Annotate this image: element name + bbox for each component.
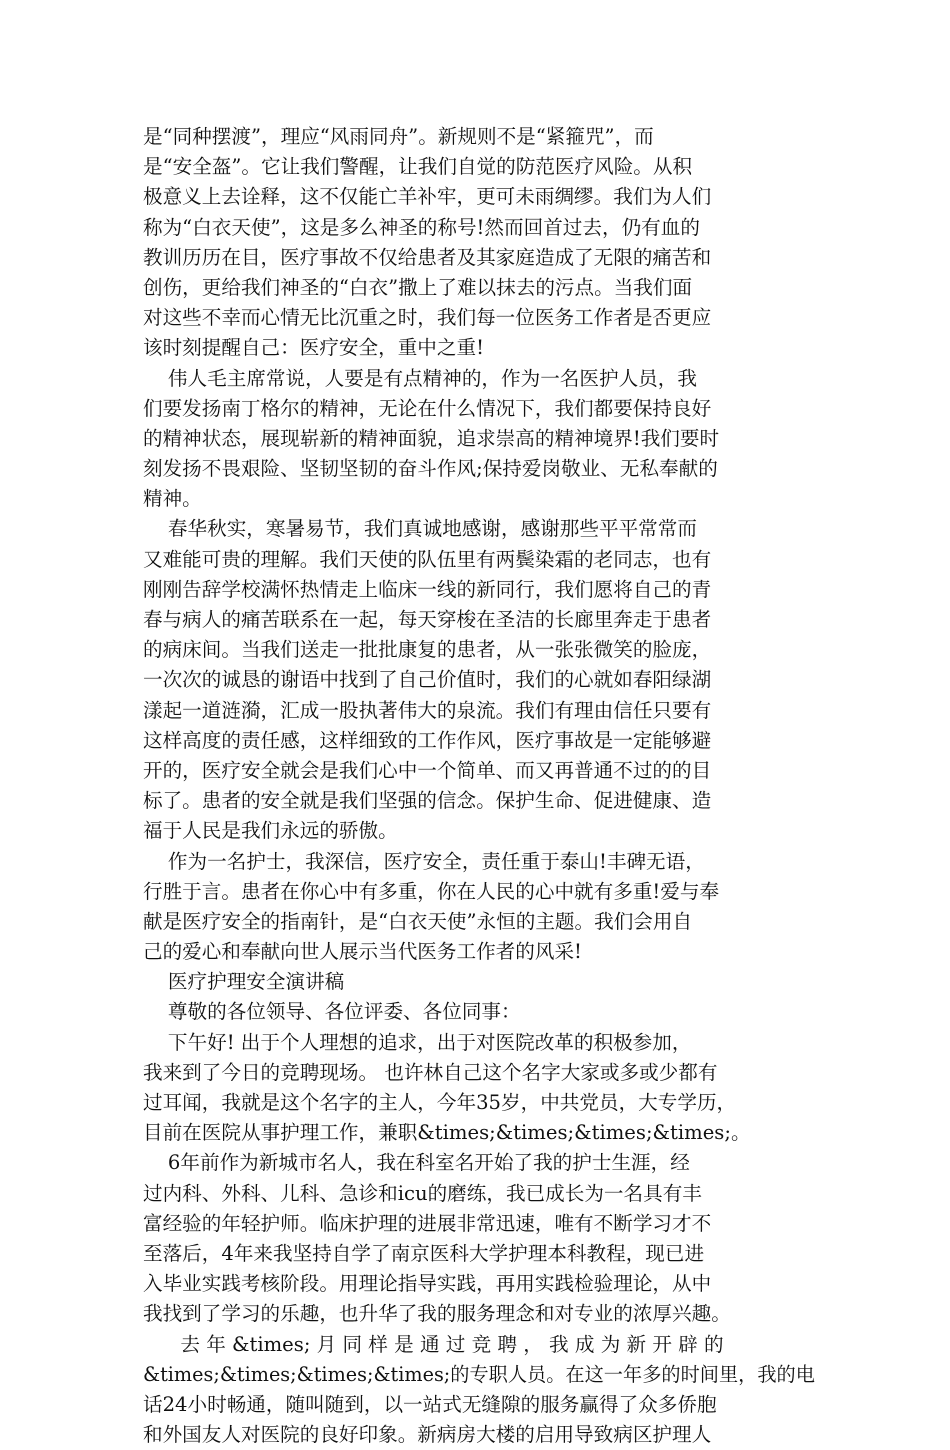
document-body [143, 122, 813, 1450]
text-line: 6年前作为新城市名人，我在科室名开始了我的护士生涯，经 [143, 1151, 690, 1175]
text-line: 精神。 [143, 487, 202, 511]
text-line: 这样高度的责任感，这样细致的工作作风，医疗事故是一定能够避 [143, 728, 712, 752]
text-line: 下午好! 出于个人理想的追求，出于对医院改革的积极参加， [143, 1030, 692, 1054]
text-line: 的病床间。当我们送走一批批康复的患者，从一张张微笑的脸庞， [143, 638, 712, 662]
text-line: 刻发扬不畏艰险、坚韧坚韧的奋斗作风;保持爱岗敬业、无私奉献的 [143, 457, 718, 481]
text-line: 献是医疗安全的指南针，是“白衣天使”永恒的主题。我们会用自 [143, 909, 693, 933]
text-line: 和外国友人对医院的良好印象。新病房大楼的启用导致病区护理人 [143, 1423, 712, 1447]
text-line: 目前在医院从事护理工作，兼职&times;&times;&times;&times;。 [143, 1121, 751, 1145]
text-line: 教训历历在目，医疗事故不仅给患者及其家庭造成了无限的痛苦和 [143, 245, 712, 269]
text-line: 福于人民是我们永远的骄傲。 [143, 819, 398, 843]
text-line: 我找到了学习的乐趣，也升华了我的服务理念和对专业的浓厚兴趣。 [143, 1302, 731, 1326]
text-line: 尊敬的各位领导、各位评委、各位同事： [143, 1000, 521, 1024]
text-line: 富经验的年轻护师。临床护理的进展非常迅速，唯有不断学习才不 [143, 1211, 712, 1235]
text-line: 们要发扬南丁格尔的精神，无论在什么情况下，我们都要保持良好 [143, 396, 712, 420]
text-line: 话24小时畅通，随叫随到，以一站式无缝隙的服务赢得了众多侨胞 [143, 1392, 717, 1416]
text-line: 该时刻提醒自己：医疗安全，重中之重! [143, 336, 484, 360]
text-line: 创伤，更给我们神圣的“白衣”撒上了难以抹去的污点。当我们面 [143, 275, 693, 299]
text-line: 医疗护理安全演讲稿 [143, 970, 345, 994]
text-line: 去 年 &times; 月 同 样 是 通 过 竞 聘 ， 我 成 为 新 开 辟 的 [143, 1332, 724, 1356]
text-line: 的精神状态，展现崭新的精神面貌，追求崇高的精神境界!我们要时 [143, 426, 720, 450]
text-line: 开的，医疗安全就会是我们心中一个简单、而又再普通不过的的目 [143, 758, 712, 782]
text-line: 过内科、外科、儿科、急诊和icu的磨练，我已成长为一名具有丰 [143, 1181, 702, 1205]
text-line: 行胜于言。患者在你心中有多重，你在人民的心中就有多重!爱与奉 [143, 879, 720, 903]
text-line: 一次次的诚恳的谢语中找到了自己价值时，我们的心就如春阳绿湖 [143, 668, 712, 692]
text-line: 入毕业实践考核阶段。用理论指导实践，再用实践检验理论，从中 [143, 1272, 712, 1296]
text-line: 至落后，4年来我坚持自学了南京医科大学护理本科教程，现已进 [143, 1241, 705, 1265]
text-line: 对这些不幸而心情无比沉重之时，我们每一位医务工作者是否更应 [143, 306, 712, 330]
text-line: 春华秋实，寒暑易节，我们真诚地感谢，感谢那些平平常常而 [143, 517, 697, 541]
text-line: 是“同种摆渡”，理应“风雨同舟”。新规则不是“紧箍咒”，而 [143, 125, 654, 148]
text-line: 春与病人的痛苦联系在一起，每天穿梭在圣洁的长廊里奔走于患者 [143, 608, 712, 631]
text-line: &times;&times;&times;&times;的专职人员。在这一年多的时间里，我的电 [143, 1362, 815, 1386]
text-line: 己的爱心和奉献向世人展示当代医务工作者的风采! [143, 940, 582, 964]
text-line: 极意义上去诠释，这不仅能亡羊补牢，更可未雨绸缪。我们为人们 [143, 185, 712, 209]
text-line: 称为“白衣天使”，这是多么神圣的称号!然而回首过去，仍有血的 [143, 215, 700, 239]
text-line: 刚刚告辞学校满怀热情走上临床一线的新同行，我们愿将自己的青 [143, 577, 712, 601]
text-line: 我来到了今日的竞聘现场。 也许林自己这个名字大家或多或少都有 [143, 1060, 718, 1084]
text-line: 伟人毛主席常说，人要是有点精神的，作为一名医护人员，我 [143, 366, 697, 390]
text-line: 过耳闻，我就是这个名字的主人，今年35岁，中共党员，大专学历， [143, 1091, 737, 1114]
text-line: 作为一名护士，我深信，医疗安全，责任重于泰山!丰碑无语， [143, 849, 705, 873]
text-line: 又难能可贵的理解。我们天使的队伍里有两鬓染霜的老同志，也有 [143, 547, 712, 571]
text-line: 是“安全盔”。它让我们警醒，让我们自觉的防范医疗风险。从积 [143, 155, 693, 179]
text-line: 漾起一道涟漪，汇成一股执著伟大的泉流。我们有理由信任只要有 [143, 698, 712, 722]
text-line: 标了。患者的安全就是我们坚强的信念。保护生命、促进健康、造 [143, 789, 712, 813]
